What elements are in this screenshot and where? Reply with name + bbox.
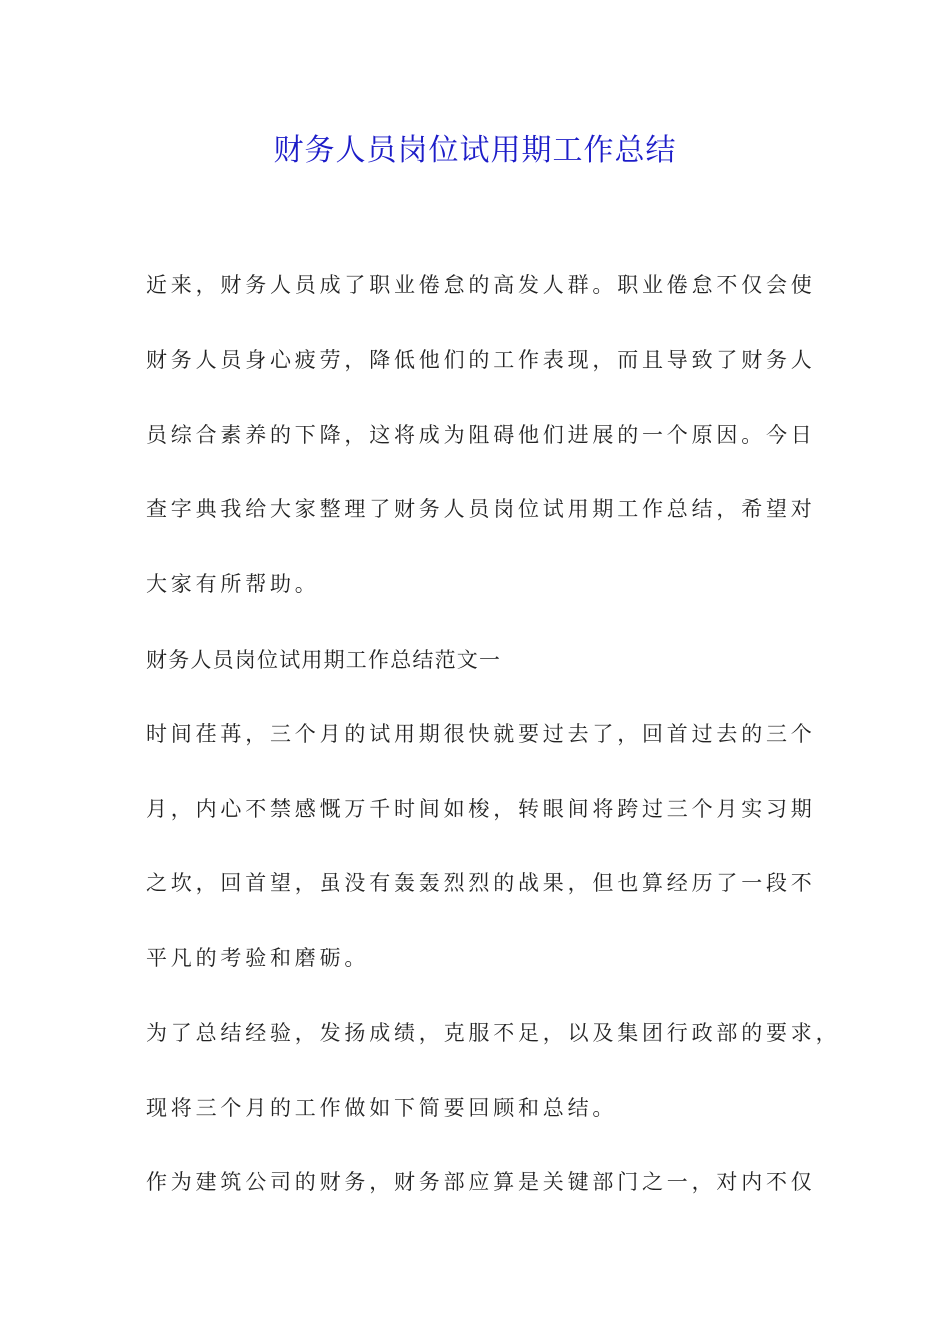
paragraph-line: 查字典我给大家整理了财务人员岗位试用期工作总结，希望对 (146, 497, 816, 521)
paragraph-line: 近来，财务人员成了职业倦怠的高发人群。职业倦怠不仅会使 (146, 273, 816, 297)
paragraph-line: 时间荏苒，三个月的试用期很快就要过去了，回首过去的三个 (146, 722, 816, 746)
paragraph-line: 平凡的考验和磨砺。 (146, 946, 370, 970)
paragraph-line: 之坎，回首望，虽没有轰轰烈烈的战果，但也算经历了一段不 (146, 871, 816, 895)
paragraph-line: 财务人员身心疲劳，降低他们的工作表现，而且导致了财务人 (146, 348, 816, 372)
document-title: 财务人员岗位试用期工作总结 (273, 133, 677, 168)
section-heading: 财务人员岗位试用期工作总结范文一 (146, 648, 502, 672)
paragraph-line: 现将三个月的工作做如下简要回顾和总结。 (146, 1096, 618, 1120)
paragraph-line: 为了总结经验，发扬成绩，克服不足，以及集团行政部的要求， (146, 1021, 841, 1045)
paragraph-line: 大家有所帮助。 (146, 572, 320, 596)
paragraph-line: 员综合素养的下降，这将成为阻碍他们进展的一个原因。今日 (146, 423, 816, 447)
paragraph-line: 月，内心不禁感慨万千时间如梭，转眼间将跨过三个月实习期 (146, 797, 816, 821)
paragraph-line: 作为建筑公司的财务，财务部应算是关键部门之一，对内不仅 (146, 1170, 816, 1194)
